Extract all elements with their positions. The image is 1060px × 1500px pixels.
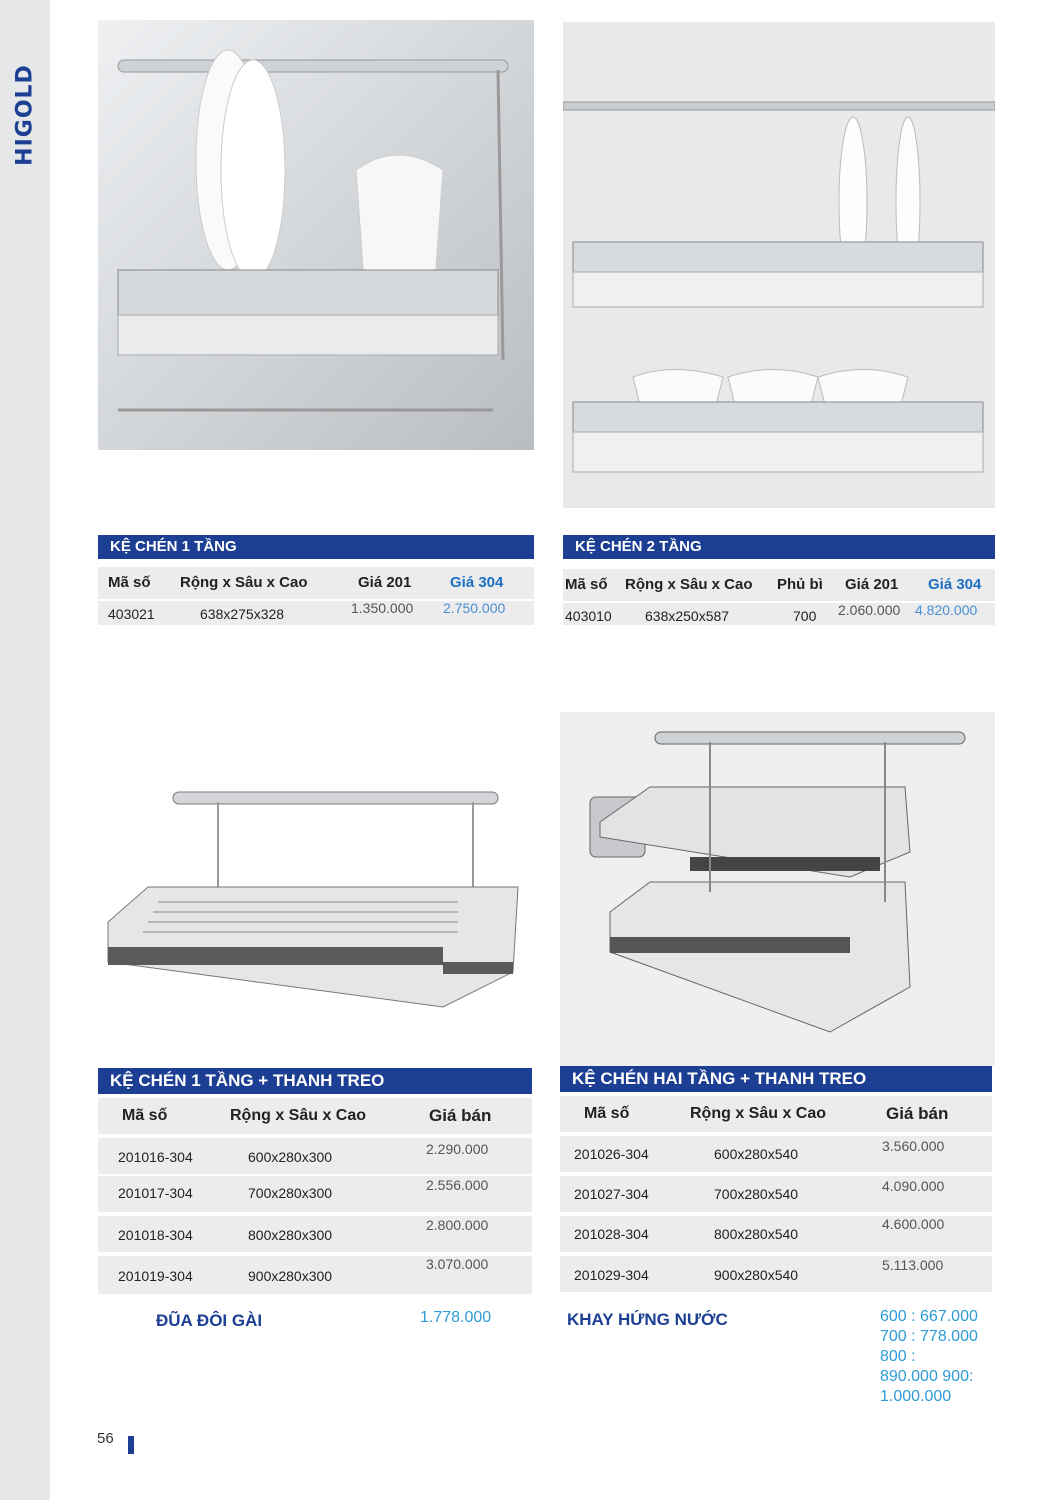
row-size: 700x280x540	[714, 1186, 799, 1202]
row-size: 700x280x300	[248, 1185, 333, 1201]
row-code: 201018-304	[118, 1227, 193, 1243]
header-size: Rộng x Sâu x Cao	[625, 576, 753, 593]
row-price: 4.600.000	[882, 1216, 945, 1232]
row-size: 638x275x328	[200, 606, 285, 622]
table-row	[560, 1256, 992, 1292]
header-price-201: Giá 201	[845, 576, 899, 593]
row-cover: 700	[793, 608, 817, 624]
row-code: 201026-304	[574, 1146, 649, 1162]
row-price: 3.560.000	[882, 1138, 945, 1154]
row-code: 201029-304	[574, 1267, 649, 1283]
header-price: Giá bán	[886, 1104, 949, 1123]
brand-logo	[10, 60, 40, 170]
row-price: 4.090.000	[882, 1178, 945, 1194]
table-row	[563, 603, 995, 625]
row-code: 403010	[565, 608, 612, 624]
row-size: 600x280x300	[248, 1149, 333, 1165]
drip-tray-price-line: 1.000.000	[880, 1388, 952, 1405]
section-title-1-tier-rail: KỆ CHÉN 1 TẦNG + THANH TREO	[98, 1068, 532, 1094]
table-row	[98, 601, 534, 625]
section-title-2-tier: KỆ CHÉN 2 TẦNG	[563, 535, 995, 559]
row-size: 900x280x540	[714, 1267, 799, 1283]
row-price: 3.070.000	[426, 1256, 489, 1272]
table-header-2-tier-rail	[560, 1096, 992, 1132]
row-size: 638x250x587	[645, 608, 730, 624]
section-title-1-tier: KỆ CHÉN 1 TẦNG	[98, 535, 534, 559]
header-cover: Phủ bì	[777, 576, 823, 593]
row-size: 600x280x540	[714, 1146, 799, 1162]
row-code: 201019-304	[118, 1268, 193, 1284]
header-code: Mã số	[584, 1105, 630, 1122]
drip-tray-price-line: 800 :	[880, 1348, 916, 1365]
header-code: Mã số	[108, 574, 151, 591]
drip-tray-price-line: 700 : 778.000	[880, 1328, 978, 1345]
header-code: Mã số	[565, 576, 608, 593]
table-row	[560, 1136, 992, 1172]
header-code: Mã số	[122, 1107, 168, 1124]
row-price-304: 2.750.000	[443, 600, 506, 616]
row-code: 201027-304	[574, 1186, 649, 1202]
drip-tray-prices	[880, 1307, 1000, 1407]
chopsticks-price: 1.778.000	[420, 1309, 492, 1326]
row-size: 800x280x300	[248, 1227, 333, 1243]
product-photo-1-tier	[98, 20, 534, 450]
row-price: 5.113.000	[882, 1257, 944, 1273]
row-size: 900x280x300	[248, 1268, 333, 1284]
section-title-2-tier-rail: KỆ CHÉN HAI TẦNG + THANH TREO	[560, 1066, 992, 1092]
header-price-304: Giá 304	[450, 574, 504, 591]
row-price-201: 2.060.000	[838, 602, 901, 618]
product-photo-2-tier	[563, 22, 995, 508]
product-photo-1-tier-rail	[98, 712, 532, 1067]
header-size: Rộng x Sâu x Cao	[230, 1107, 367, 1124]
row-code: 403021	[108, 606, 155, 622]
brand-name: HIGOLD	[12, 64, 38, 166]
header-price: Giá bán	[429, 1106, 492, 1125]
sidebar-strip	[0, 0, 50, 1500]
row-code: 201016-304	[118, 1149, 193, 1165]
drip-tray-title: KHAY HỨNG NƯỚC	[567, 1310, 728, 1329]
drip-tray-price-line: 600 : 667.000	[880, 1308, 978, 1325]
row-price: 2.800.000	[426, 1217, 489, 1233]
row-price: 2.290.000	[426, 1141, 489, 1157]
row-code: 201017-304	[118, 1185, 193, 1201]
chopsticks-title: ĐŨA ĐÔI GÀI	[156, 1311, 263, 1330]
header-size: Rộng x Sâu x Cao	[180, 574, 308, 591]
row-size: 800x280x540	[714, 1226, 799, 1242]
product-photo-2-tier-rail	[560, 712, 995, 1067]
drip-tray-price-line: 890.000 900:	[880, 1368, 974, 1385]
row-price-304: 4.820.000	[915, 602, 978, 618]
page-number: 56	[97, 1430, 114, 1447]
table-header-1-tier-rail	[98, 1098, 532, 1134]
row-code: 201028-304	[574, 1226, 649, 1242]
row-price-201: 1.350.000	[351, 600, 414, 616]
header-price-304: Giá 304	[928, 576, 982, 593]
page-marker	[128, 1436, 134, 1454]
header-size: Rộng x Sâu x Cao	[690, 1105, 827, 1122]
header-price-201: Giá 201	[358, 574, 412, 591]
table-row	[98, 1256, 532, 1294]
row-price: 2.556.000	[426, 1177, 489, 1193]
